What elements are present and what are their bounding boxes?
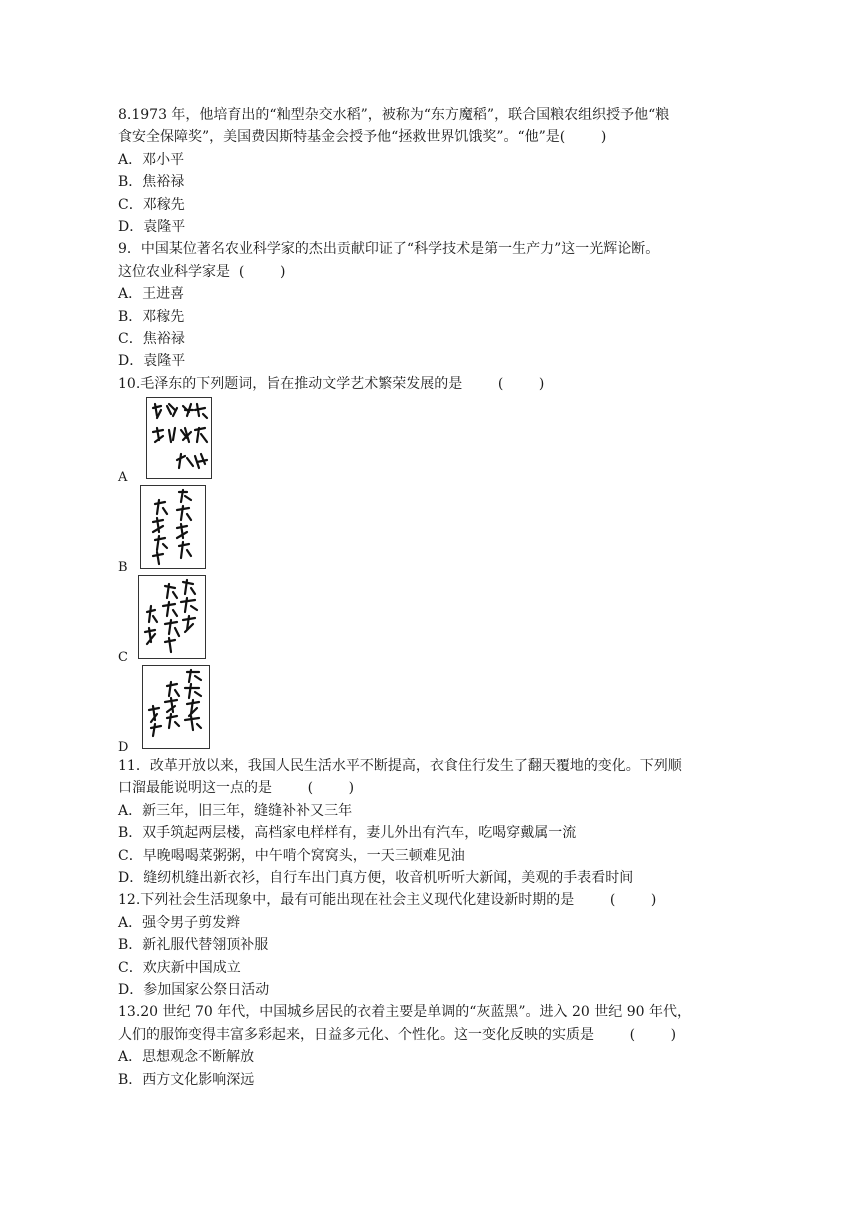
image-option-b [118,485,738,575]
option-d: D．缝纫机缝出新衣衫，自行车出门真方便，收音机听听大新闻，美观的手表看时间 [118,870,634,887]
question-11 [118,755,738,889]
option-d: D．袁隆平 [118,353,186,370]
option-d: D．参加国家公祭日活动 [118,981,270,998]
question-stem-line: 人们的服饰变得丰富多彩起来，日益多元化、个性化。这一变化反映的实质是 ( ) [118,1026,677,1043]
option-a: A．邓小平 [118,151,185,168]
option-c: C．欢庆新中国成立 [118,959,241,976]
option-a: A．王进喜 [118,286,185,303]
option-b: B．焦裕禄 [118,174,185,191]
question-stem-line: 9．中国某位著名农业科学家的杰出贡献印证了“科学技术是第一生产力”这一光辉论断。 [118,241,660,258]
question-stem-line: 8.1973 年，他培育出的“籼型杂交水稻”，被称为“东方魔稻”，联合国粮农组织授予他“粮 [118,107,670,123]
question-8 [118,104,738,238]
option-a: A．新三年，旧三年，缝缝补补又三年 [118,802,353,819]
calligraphy-b-icon [141,486,205,568]
option-c: C．邓稼先 [118,196,185,213]
option-label: C [118,649,128,665]
option-a: A．思想观念不断解放 [118,1049,255,1066]
option-a: A．强令男子剪发辫 [118,914,241,931]
option-label: B [118,559,128,575]
calligraphy-image-b [140,485,206,569]
calligraphy-image-c [138,575,206,659]
question-stem-line: 11．改革开放以来，我国人民生活水平不断提高，衣食住行发生了翻天覆地的变化。下列顺 [118,758,682,775]
image-option-c [118,575,738,665]
option-b: B．邓稼先 [118,308,185,325]
option-b: B．西方文化影响深远 [118,1071,255,1088]
option-b: B．新礼服代替翎顶补服 [118,937,269,954]
question-13 [118,1001,738,1091]
question-stem-line: 10.毛泽东的下列题词，旨在推动文学艺术繁荣发展的是 ( ) [118,375,545,392]
option-d: D．袁隆平 [118,218,186,235]
question-list [118,104,738,1091]
image-option-a [118,395,738,485]
question-stem-line: 口溜最能说明这一点的是 ( ) [118,780,355,797]
question-stem-line: 食安全保障奖”，美国费因斯特基金会授予他“拯救世界饥饿奖”。“他”是( ) [118,129,607,146]
question-10 [118,373,738,755]
question-9 [118,238,738,372]
option-c: C．早晚喝喝菜粥粥，中午啃个窝窝头，一天三顿难见油 [118,847,465,864]
option-label: A [118,469,128,485]
question-stem-line: 这位农业科学家是 ( ) [118,263,286,280]
image-option-d [118,665,738,755]
calligraphy-c-icon [139,576,205,658]
calligraphy-a-icon [147,398,211,478]
question-12 [118,889,738,1001]
calligraphy-image-a [146,397,212,479]
question-stem-line: 12.下列社会生活现象中，最有可能出现在社会主义现代化建设新时期的是 ( ) [118,892,657,909]
option-b: B．双手筑起两层楼，高档家电样样有，妻儿外出有汽车，吃喝穿戴属一流 [118,825,577,842]
option-c: C．焦裕禄 [118,330,185,347]
question-stem-line: 13.20 世纪 70 年代，中国城乡居民的衣着主要是单调的“灰蓝黑”。进入 20 世纪 90 年代， [118,1004,691,1021]
option-label: D [118,739,129,755]
calligraphy-image-d [142,665,210,749]
calligraphy-d-icon [143,666,209,748]
